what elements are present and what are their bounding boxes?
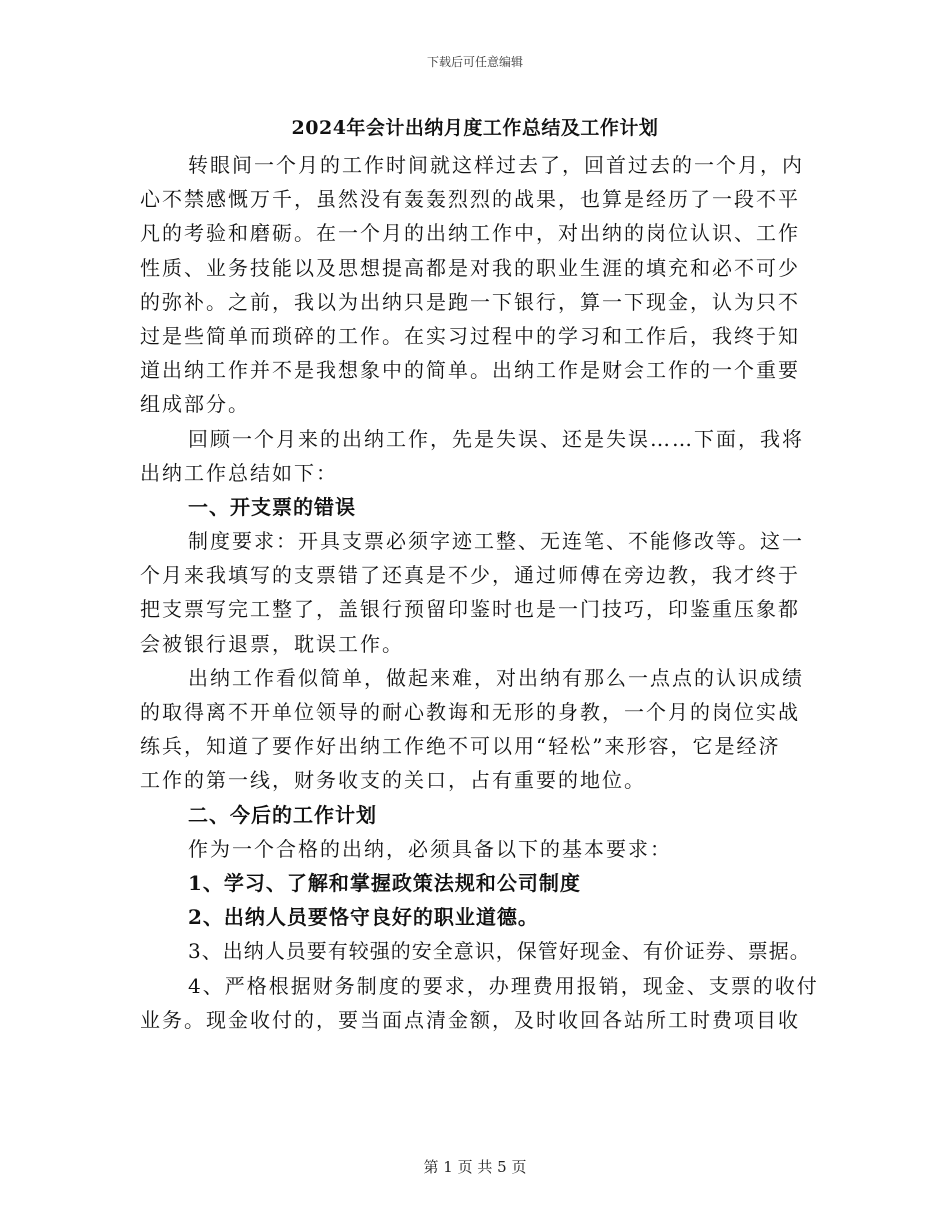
body-line: 业务。现金收付的，要当面点清金额，及时收回各站所工时费项目收 bbox=[140, 1007, 800, 1032]
body-line: 的取得离不开单位领导的耐心教诲和无形的身教，一个月的岗位实战 bbox=[140, 700, 800, 724]
list-item: 3、出纳人员要有较强的安全意识，保管好现金、有价证券、票据。 bbox=[188, 939, 811, 964]
body-line: 心不禁感慨万千，虽然没有轰轰烈烈的战果，也算是经历了一段不平 bbox=[140, 187, 800, 212]
body-line: 凡的考验和磨砺。在一个月的出纳工作中，对出纳的岗位认识、工作 bbox=[140, 221, 800, 246]
body-line: 的弥补。之前，我以为出纳只是跑一下银行，算一下现金，认为只不 bbox=[140, 289, 800, 314]
body-line: 会被银行退票，耽误工作。 bbox=[140, 631, 404, 656]
body-line: 过是些简单而琐碎的工作。在实习过程中的学习和工作后，我终于知 bbox=[140, 323, 800, 348]
list-item: 4、严格根据财务制度的要求，办理费用报销，现金、支票的收付 bbox=[188, 973, 819, 998]
body-line: 工作的第一线，财务收支的关口，占有重要的地位。 bbox=[140, 768, 646, 793]
body-line: 性质、业务技能以及思想提高都是对我的职业生涯的填充和必不可少 bbox=[140, 255, 800, 280]
body-line: 作为一个合格的出纳，必须具备以下的基本要求： bbox=[188, 836, 672, 861]
page-indicator: 第 1 页 共 5 页 bbox=[423, 1158, 527, 1176]
body-line: 出纳工作看似简单，做起来难，对出纳有那么一点点的认识成绩 bbox=[188, 665, 804, 690]
section-heading: 二、今后的工作计划 bbox=[188, 802, 377, 827]
body-line: 转眼间一个月的工作时间就这样过去了，回首过去的一个月，内 bbox=[188, 153, 804, 177]
body-line: 把支票写完工整了，盖银行预留印鉴时也是一门技巧，印鉴重压象都 bbox=[140, 597, 800, 622]
document-body bbox=[140, 148, 820, 1037]
header-note: 下载后可任意编辑 bbox=[426, 55, 523, 69]
body-line: 回顾一个月来的出纳工作，先是失误、还是失误……下面，我将 bbox=[188, 426, 804, 451]
body-line: 道出纳工作并不是我想象中的简单。出纳工作是财会工作的一个重要 bbox=[140, 358, 800, 383]
body-line: 个月来我填写的支票错了还真是不少，通过师傅在旁边教，我才终于 bbox=[140, 563, 800, 588]
body-line: 组成部分。 bbox=[140, 392, 250, 417]
section-heading: 一、开支票的错误 bbox=[188, 494, 356, 519]
document-title: 2024年会计出纳月度工作总结及工作计划 bbox=[291, 117, 659, 139]
list-item-heading: 2、出纳人员要恪守良好的职业道德。 bbox=[188, 905, 539, 930]
list-item-heading: 1、学习、了解和掌握政策法规和公司制度 bbox=[188, 870, 581, 895]
body-line: 制度要求：开具支票必须字迹工整、无连笔、不能修改等。这一 bbox=[188, 529, 804, 554]
body-line: 出纳工作总结如下： bbox=[140, 460, 338, 485]
body-line: 练兵，知道了要作好出纳工作绝不可以用“轻松”来形容，它是经济 bbox=[140, 734, 781, 759]
